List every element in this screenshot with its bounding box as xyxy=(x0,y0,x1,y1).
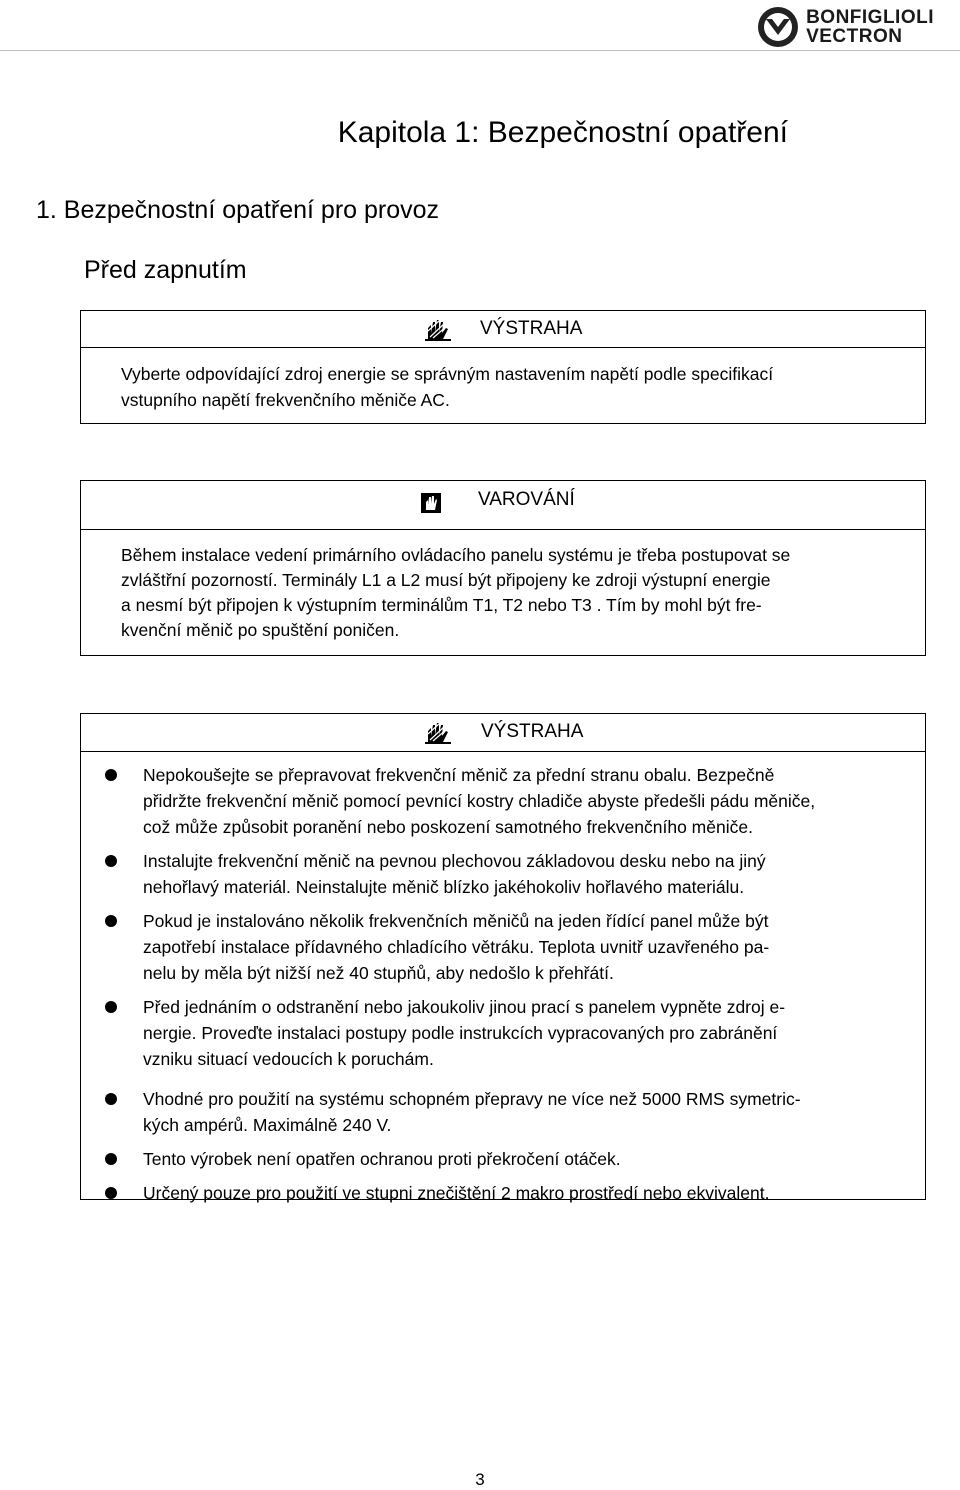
bullet-icon xyxy=(105,915,117,927)
bullet-icon xyxy=(105,1153,117,1165)
warning-text-line: Vyberte odpovídající zdroj energie se správným nastavením napětí podle specifikací xyxy=(121,364,774,384)
section-title: 1. Bezpečnostní opatření pro provoz xyxy=(36,196,440,224)
bullet-icon xyxy=(105,769,117,781)
warning-box-body xyxy=(81,348,925,413)
bullet-icon xyxy=(105,855,117,867)
warning-box-header xyxy=(81,311,925,348)
warning-box-body xyxy=(81,752,925,1206)
caution-text-line: zvláštřní pozorností. Terminály L1 a L2 musí být připojeny ke zdroji výstupní energie xyxy=(121,570,771,590)
bullet-icon xyxy=(105,1187,117,1199)
bullet-text-line: což může způsobit poranění nebo poskození samotného frekvenčního měniče. xyxy=(143,817,753,837)
caution-text-line: Během instalace vedení primárního ovládacího panelu systému je třeba postupovat se xyxy=(121,545,791,565)
bullet-text-line: Tento výrobek není opatřen ochranou proti překročení otáček. xyxy=(143,1149,621,1169)
warning-box-label: VÝSTRAHA xyxy=(480,318,583,339)
caution-box-label: VAROVÁNÍ xyxy=(478,489,575,510)
caution-hand-icon xyxy=(420,492,442,514)
list-item xyxy=(81,848,895,900)
page-number: 3 xyxy=(475,1470,485,1489)
header-divider xyxy=(0,50,960,51)
warning-box-header xyxy=(81,714,925,752)
warning-hand-icon xyxy=(425,319,451,341)
bullet-text-line: Pokud je instalováno několik frekvenčních měničů na jeden řídící panel může být xyxy=(143,911,769,931)
warning-box-power-supply xyxy=(80,310,926,424)
subsection-title: Před zapnutím xyxy=(84,256,247,284)
warning-bullet-list xyxy=(81,762,895,1206)
caution-text-line: a nesmí být připojen k výstupním terminálům T1, T2 nebo T3 . Tím by mohl být fre- xyxy=(121,595,762,615)
warning-box-label: VÝSTRAHA xyxy=(481,721,584,742)
caution-box-header xyxy=(81,481,925,530)
brand-name-line2: VECTRON xyxy=(806,26,903,47)
warning-box-installation xyxy=(80,713,926,1203)
bullet-text-line: nehořlavý materiál. Neinstalujte měnič blízko jakéhokoliv hořlavého materiálu. xyxy=(143,877,745,897)
list-item xyxy=(81,994,895,1072)
bullet-text-line: Nepokoušejte se přepravovat frekvenční měnič za přední stranu obalu. Bezpečně xyxy=(143,765,775,785)
chapter-title: Kapitola 1: Bezpečnostní opatření xyxy=(337,116,788,149)
bullet-text-line: Před jednáním o odstranění nebo jakoukoliv jinou prací s panelem vypněte zdroj e- xyxy=(143,997,786,1017)
bullet-text-line: Určený pouze pro použití ve stupni znečištění 2 makro prostředí nebo ekvivalent. xyxy=(143,1183,770,1203)
bullet-text-line: zapotřebí instalace přídavného chladícího větráku. Teplota uvnitř uzavřeného pa- xyxy=(143,937,770,957)
bullet-icon xyxy=(105,1001,117,1013)
caution-box-wiring xyxy=(80,480,926,656)
bullet-text-line: nergie. Proveďte instalaci postupy podle instrukcích vypracovaných pro zabránění xyxy=(143,1023,778,1043)
bullet-icon xyxy=(105,1093,117,1105)
warning-hand-icon xyxy=(425,722,451,744)
bullet-text-line: vzniku situací vedoucích k poruchám. xyxy=(143,1049,434,1069)
bullet-text-line: přidržte frekvenční měnič pomocí pevnící kostry chladiče abyste předešli pádu měniče, xyxy=(143,791,816,811)
list-item xyxy=(81,762,895,840)
bullet-text-line: nelu by měla být nižší než 40 stupňů, aby nedošlo k přehřátí. xyxy=(143,963,614,983)
brand-name-line1: BONFIGLIOLI xyxy=(806,7,934,28)
list-item xyxy=(81,1146,895,1172)
caution-text-line: kvenční měnič po spuštění poničen. xyxy=(121,620,400,640)
warning-text-line: vstupního napětí frekvenčního měniče AC. xyxy=(121,390,450,410)
brand-logo-icon xyxy=(756,5,800,49)
caution-box-body xyxy=(81,530,925,643)
list-item xyxy=(81,1086,895,1138)
brand-logo xyxy=(756,4,934,50)
list-item xyxy=(81,1180,895,1206)
bullet-text-line: Vhodné pro použití na systému schopném přepravy ne více než 5000 RMS symetric- xyxy=(143,1089,801,1109)
bullet-text-line: Instalujte frekvenční měnič na pevnou plechovou základovou desku nebo na jiný xyxy=(143,851,766,871)
bullet-text-line: kých ampérů. Maximálně 240 V. xyxy=(143,1115,392,1135)
brand-logo-text xyxy=(806,8,934,46)
list-item xyxy=(81,908,895,986)
